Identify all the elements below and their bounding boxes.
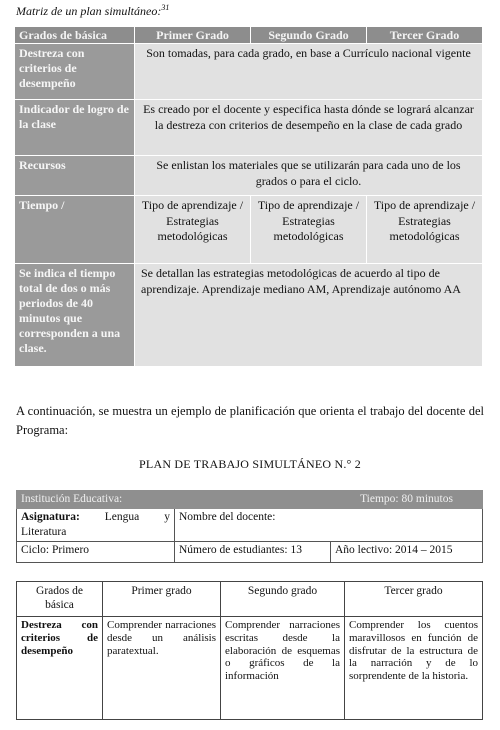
students-cell: Número de estudiantes: 13	[175, 542, 331, 563]
subject-label: Asignatura:	[21, 511, 80, 523]
matrix-tiempo-third: Tipo de aprendizaje / Estrategias metodológicas	[367, 196, 483, 264]
matrix-row-content: Es creado por el docente y especifica hasta dónde se logrará alcanzar la destreza con criterios de desempeño en la clase de cada grado	[135, 100, 483, 156]
matrix-caption: Matriz de un plan simultáneo:$^{31}$	[16, 3, 170, 18]
school-year-cell: Año lectivo: 2014 – 2015	[331, 542, 483, 563]
matrix-row-label: Recursos	[15, 156, 135, 196]
matrix-header-second: Segundo Grado	[251, 27, 367, 44]
grades-header-basic: Grados de básica	[17, 582, 103, 617]
matrix-tiempo-second: Tipo de aprendizaje / Estrategias metodológicas	[251, 196, 367, 264]
matrix-row-content: Se enlistan los materiales que se utilizarán para cada uno de los grados o para el ciclo.	[135, 156, 483, 196]
matrix-row-label: Indicador de logro de la clase	[15, 100, 135, 156]
matrix-row-label: Se indica el tiempo total de dos o más periodos de 40 minutos que corresponden a una clase.	[15, 264, 135, 367]
matrix-row-label: Tiempo /	[15, 196, 135, 264]
grades-third-cell: Comprender los cuentos maravillosos en función de disfrutar de la estructura de la narración y de lo sorprendente de la historia.	[345, 617, 483, 720]
grades-header-third: Tercer grado	[345, 582, 483, 617]
simultaneous-plan-matrix	[14, 26, 483, 367]
matrix-header-third: Tercer Grado	[367, 27, 483, 44]
grades-row-label: Destreza con criterios de desempeño	[17, 617, 103, 720]
grades-header-row	[17, 582, 483, 617]
matrix-header-row	[15, 27, 483, 44]
matrix-row-destreza	[15, 44, 483, 100]
info-row-subject	[17, 509, 483, 542]
subject-value-3: Literatura	[21, 526, 67, 538]
matrix-row-label: Destreza con criterios de desempeño	[15, 44, 135, 100]
subject-value-2: y	[164, 511, 170, 523]
grades-second-cell: Comprender narraciones escritas desde la elaboración de esquemas o gráficos de la información	[221, 617, 345, 720]
matrix-row-recursos	[15, 156, 483, 196]
intro-paragraph: A continuación, se muestra un ejemplo de planificación que orienta el trabajo del docente del Programa:	[16, 404, 484, 437]
info-banner-row	[17, 491, 483, 509]
grades-first-cell: Comprender narraciones desde un análisis paratextual.	[103, 617, 221, 720]
subject-value-1: Lengua	[104, 511, 140, 523]
matrix-row-tiempo	[15, 196, 483, 264]
matrix-row-indicador	[15, 100, 483, 156]
time-label: Tiempo: 80 minutos	[331, 491, 483, 509]
info-row-cycle	[17, 542, 483, 563]
plan-title: PLAN DE TRABAJO SIMULTÁNEO N.° 2	[139, 457, 361, 471]
matrix-header-first: Primer Grado	[135, 27, 251, 44]
institution-label: Institución Educativa:	[17, 491, 331, 509]
grades-row-destreza	[17, 617, 483, 720]
matrix-tiempo-first: Tipo de aprendizaje / Estrategias metodológicas	[135, 196, 251, 264]
subject-cell	[17, 509, 175, 542]
teacher-name-label: Nombre del docente:	[175, 509, 483, 542]
matrix-header-grades: Grados de básica	[15, 27, 135, 44]
plan-info-table	[16, 490, 483, 563]
matrix-row-periodos	[15, 264, 483, 367]
matrix-row-content: Son tomadas, para cada grado, en base a Currículo nacional vigente	[135, 44, 483, 100]
grades-table	[16, 581, 483, 720]
grades-header-first: Primer grado	[103, 582, 221, 617]
matrix-row-content: Se detallan las estrategias metodológicas de acuerdo al tipo de aprendizaje. Aprendizaje mediano AM, Aprendizaje autónomo AA	[135, 264, 483, 367]
cycle-cell: Ciclo: Primero	[17, 542, 175, 563]
grades-header-second: Segundo grado	[221, 582, 345, 617]
